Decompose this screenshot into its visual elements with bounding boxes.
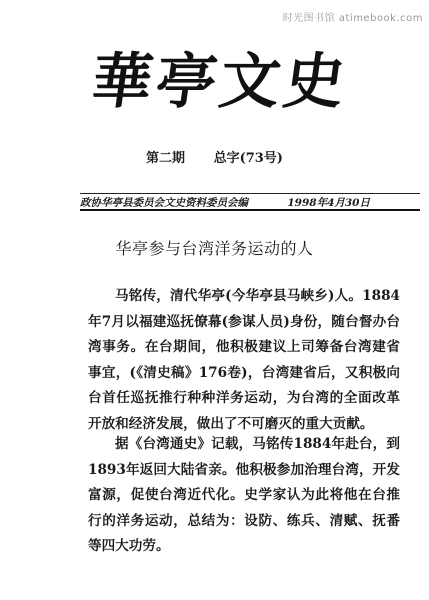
masthead-title: 華亭文史 (87, 47, 353, 117)
issue-total: 总字(73号) (213, 151, 283, 166)
publisher-org: 政协华亭县委员会文史资料委员会编 (80, 197, 248, 209)
article-paragraph: 马铭传，清代华亭(今华亭县马峡乡)人。1884年7月以福建巡抚僚幕(参谋人员)身份，随台督办台湾事务。在台期间，他积极建议上司筹备台湾建省事宜，(《清史稿》176卷)，台湾建省后，又积极向台首任巡抚推行种种洋务运动，为台湾的全面改革开放和经济发展，做出了不可磨灭的重大贡献。 (88, 288, 400, 432)
article-paragraph: 据《台湾通史》记载，马铭传1884年赴台，到1893年返回大陆省亲。他积极参加治理台湾，开发富源，促使台湾近代化。史学家认为此将他在台推行的洋务运动，总结为：设防、练兵、清赋、抚番等四大功劳。 (88, 436, 400, 554)
divider-rule (80, 209, 420, 211)
article-title: 华亭参与台湾洋务运动的人 (115, 239, 314, 258)
issue-number: 第二期 (146, 151, 186, 166)
watermark-text: 时光图书馆 atimebook.com (282, 13, 423, 24)
publisher-line (80, 193, 420, 209)
publication-date: 1998年4月30日 (287, 197, 370, 209)
issue-line (0, 147, 429, 166)
